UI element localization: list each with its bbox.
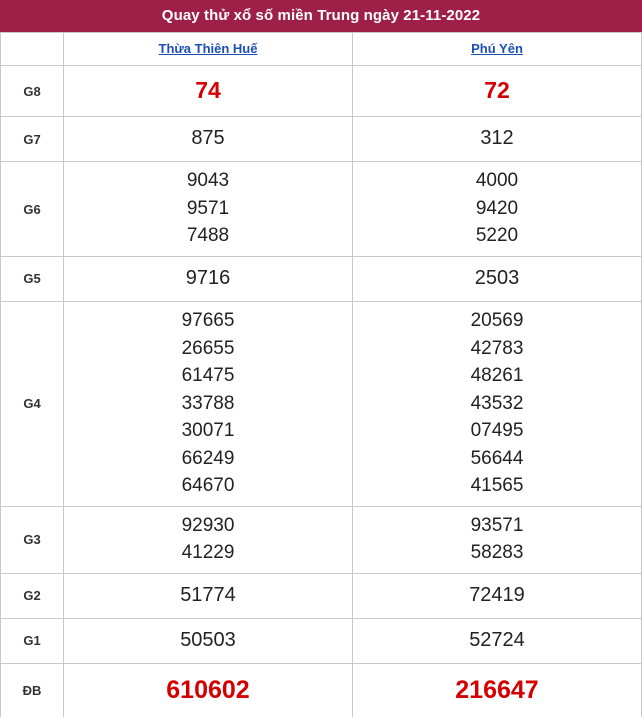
prize-numbers <box>353 66 642 117</box>
prize-numbers <box>353 506 642 573</box>
prize-label: ĐB <box>1 663 64 717</box>
number: 2503 <box>474 266 520 289</box>
province-link-thua-thien-hue[interactable]: Thừa Thiên Huế <box>158 41 258 56</box>
prize-numbers <box>353 162 642 257</box>
prize-numbers <box>353 618 642 663</box>
number: 216647 <box>455 675 539 704</box>
number: 5220 <box>475 225 519 247</box>
table-row <box>1 256 642 301</box>
prize-numbers <box>64 618 353 663</box>
number: 41565 <box>470 475 524 497</box>
number: 64670 <box>181 475 235 497</box>
prize-numbers <box>353 301 642 506</box>
number: 52724 <box>469 628 525 651</box>
number: 610602 <box>166 675 250 704</box>
number: 07495 <box>470 420 524 442</box>
table-row <box>1 618 642 663</box>
page-title: Quay thử xổ số miền Trung ngày 21-11-2022 <box>0 0 642 32</box>
prize-label: G3 <box>1 506 64 573</box>
number: 30071 <box>181 420 235 442</box>
prize-label: G4 <box>1 301 64 506</box>
number: 9420 <box>475 197 519 219</box>
table-row <box>1 663 642 717</box>
number: 41229 <box>181 542 235 564</box>
number: 61475 <box>181 365 235 387</box>
table-row <box>1 66 642 117</box>
number: 50503 <box>180 628 236 651</box>
number: 92930 <box>181 514 235 536</box>
prize-label: G2 <box>1 573 64 618</box>
number: 74 <box>195 77 221 103</box>
prize-label: G1 <box>1 618 64 663</box>
prize-numbers <box>353 573 642 618</box>
number: 9043 <box>186 170 230 192</box>
number: 43532 <box>470 392 524 414</box>
number: 42783 <box>470 337 524 359</box>
prize-numbers <box>64 117 353 162</box>
table-row <box>1 301 642 506</box>
number: 58283 <box>470 542 524 564</box>
prize-label: G6 <box>1 162 64 257</box>
lottery-results-table <box>0 32 642 717</box>
prize-numbers <box>64 301 353 506</box>
prize-numbers <box>353 117 642 162</box>
number: 33788 <box>181 392 235 414</box>
number: 66249 <box>181 447 235 469</box>
number: 7488 <box>186 225 230 247</box>
prize-label: G5 <box>1 256 64 301</box>
number: 72419 <box>469 583 525 606</box>
prize-numbers <box>353 663 642 717</box>
number: 51774 <box>180 583 236 606</box>
number: 9571 <box>186 197 230 219</box>
table-header-row <box>1 33 642 66</box>
prize-numbers <box>64 66 353 117</box>
province-header-thua-thien-hue <box>64 33 353 66</box>
table-row <box>1 573 642 618</box>
number: 9716 <box>185 266 231 289</box>
prize-numbers <box>353 256 642 301</box>
prize-numbers <box>64 506 353 573</box>
number: 20569 <box>470 309 524 331</box>
province-link-phu-yen[interactable]: Phú Yên <box>471 41 523 56</box>
number: 48261 <box>470 365 524 387</box>
number: 4000 <box>475 170 519 192</box>
prize-numbers <box>64 663 353 717</box>
prize-column-header <box>1 33 64 66</box>
number: 26655 <box>181 337 235 359</box>
number: 72 <box>484 77 510 103</box>
table-row <box>1 506 642 573</box>
table-row <box>1 117 642 162</box>
province-header-phu-yen <box>353 33 642 66</box>
prize-label: G8 <box>1 66 64 117</box>
number: 97665 <box>181 309 235 331</box>
prize-numbers <box>64 256 353 301</box>
number: 312 <box>480 127 514 150</box>
prize-numbers <box>64 573 353 618</box>
prize-numbers <box>64 162 353 257</box>
number: 875 <box>191 127 225 150</box>
prize-label: G7 <box>1 117 64 162</box>
number: 56644 <box>470 447 524 469</box>
number: 93571 <box>470 514 524 536</box>
table-row <box>1 162 642 257</box>
